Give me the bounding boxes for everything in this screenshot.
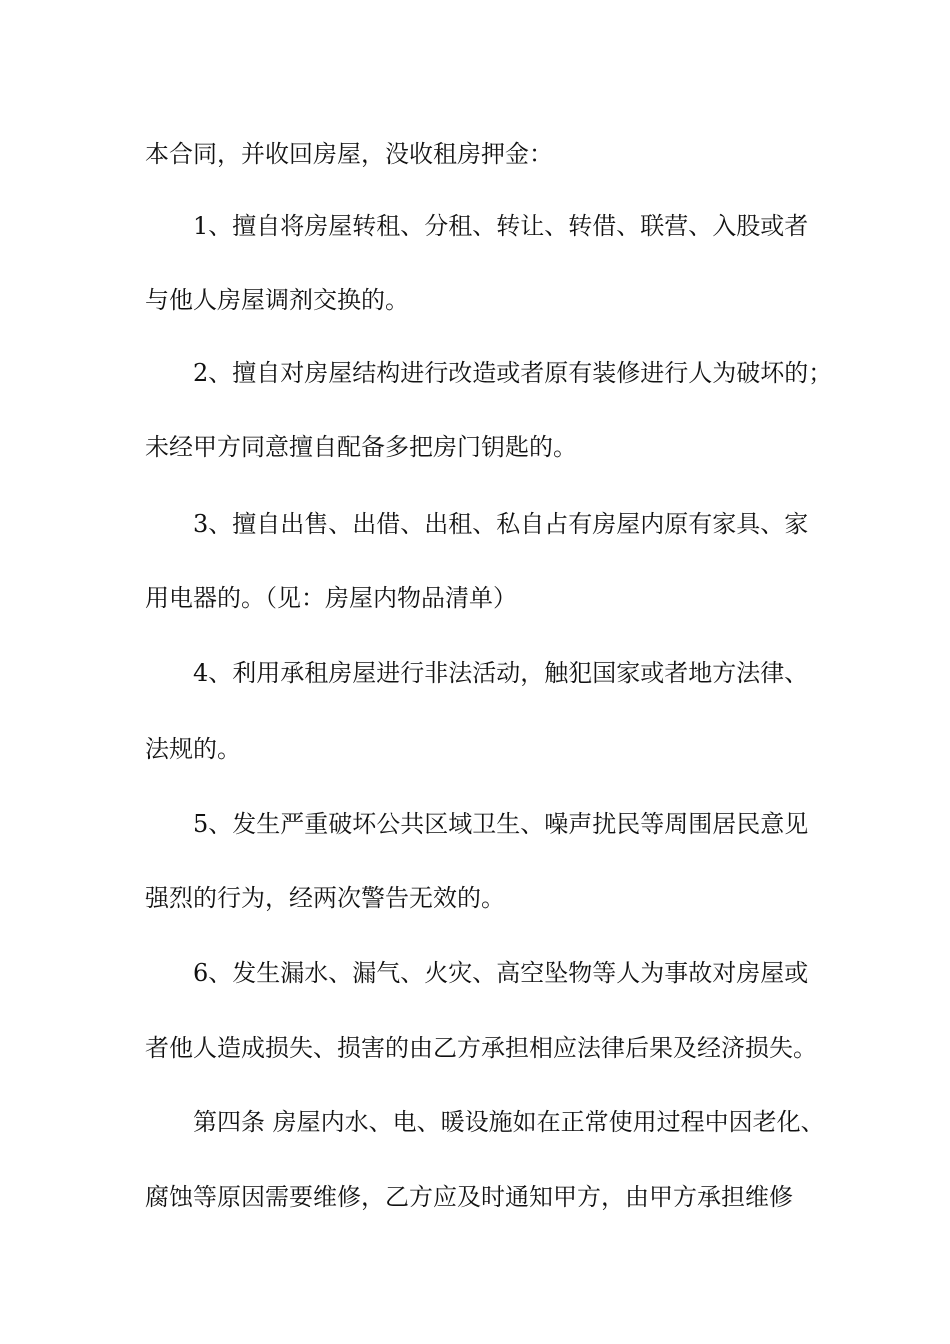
- text-line: 本合同，并收回房屋，没收租房押金：: [145, 140, 553, 168]
- article-4-line: 第四条 房屋内水、电、暖设施如在正常使用过程中因老化、: [193, 1108, 825, 1136]
- text-line: 与他人房屋调剂交换的。: [145, 286, 409, 314]
- text-line: 未经甲方同意擅自配备多把房门钥匙的。: [145, 433, 577, 461]
- clause-2-line: 2、擅自对房屋结构进行改造或者原有装修进行人为破坏的；: [193, 359, 833, 387]
- text-line: 法规的。: [145, 735, 241, 763]
- clause-5-line: 5、发生严重破坏公共区域卫生、噪声扰民等周围居民意见: [193, 810, 809, 838]
- text-line: 强烈的行为，经两次警告无效的。: [145, 884, 505, 912]
- clause-6-line: 6、发生漏水、漏气、火灾、高空坠物等人为事故对房屋或: [193, 959, 809, 987]
- clause-3-line: 3、擅自出售、出借、出租、私自占有房屋内原有家具、家: [193, 510, 809, 538]
- text-line: 者他人造成损失、损害的由乙方承担相应法律后果及经济损失。: [145, 1034, 817, 1062]
- clause-1-line: 1、擅自将房屋转租、分租、转让、转借、联营、入股或者: [193, 212, 809, 240]
- text-line: 用电器的。（见：房屋内物品清单）: [145, 584, 517, 612]
- text-line: 腐蚀等原因需要维修，乙方应及时通知甲方，由甲方承担维修: [145, 1183, 793, 1211]
- clause-4-line: 4、利用承租房屋进行非法活动，触犯国家或者地方法律、: [193, 659, 809, 687]
